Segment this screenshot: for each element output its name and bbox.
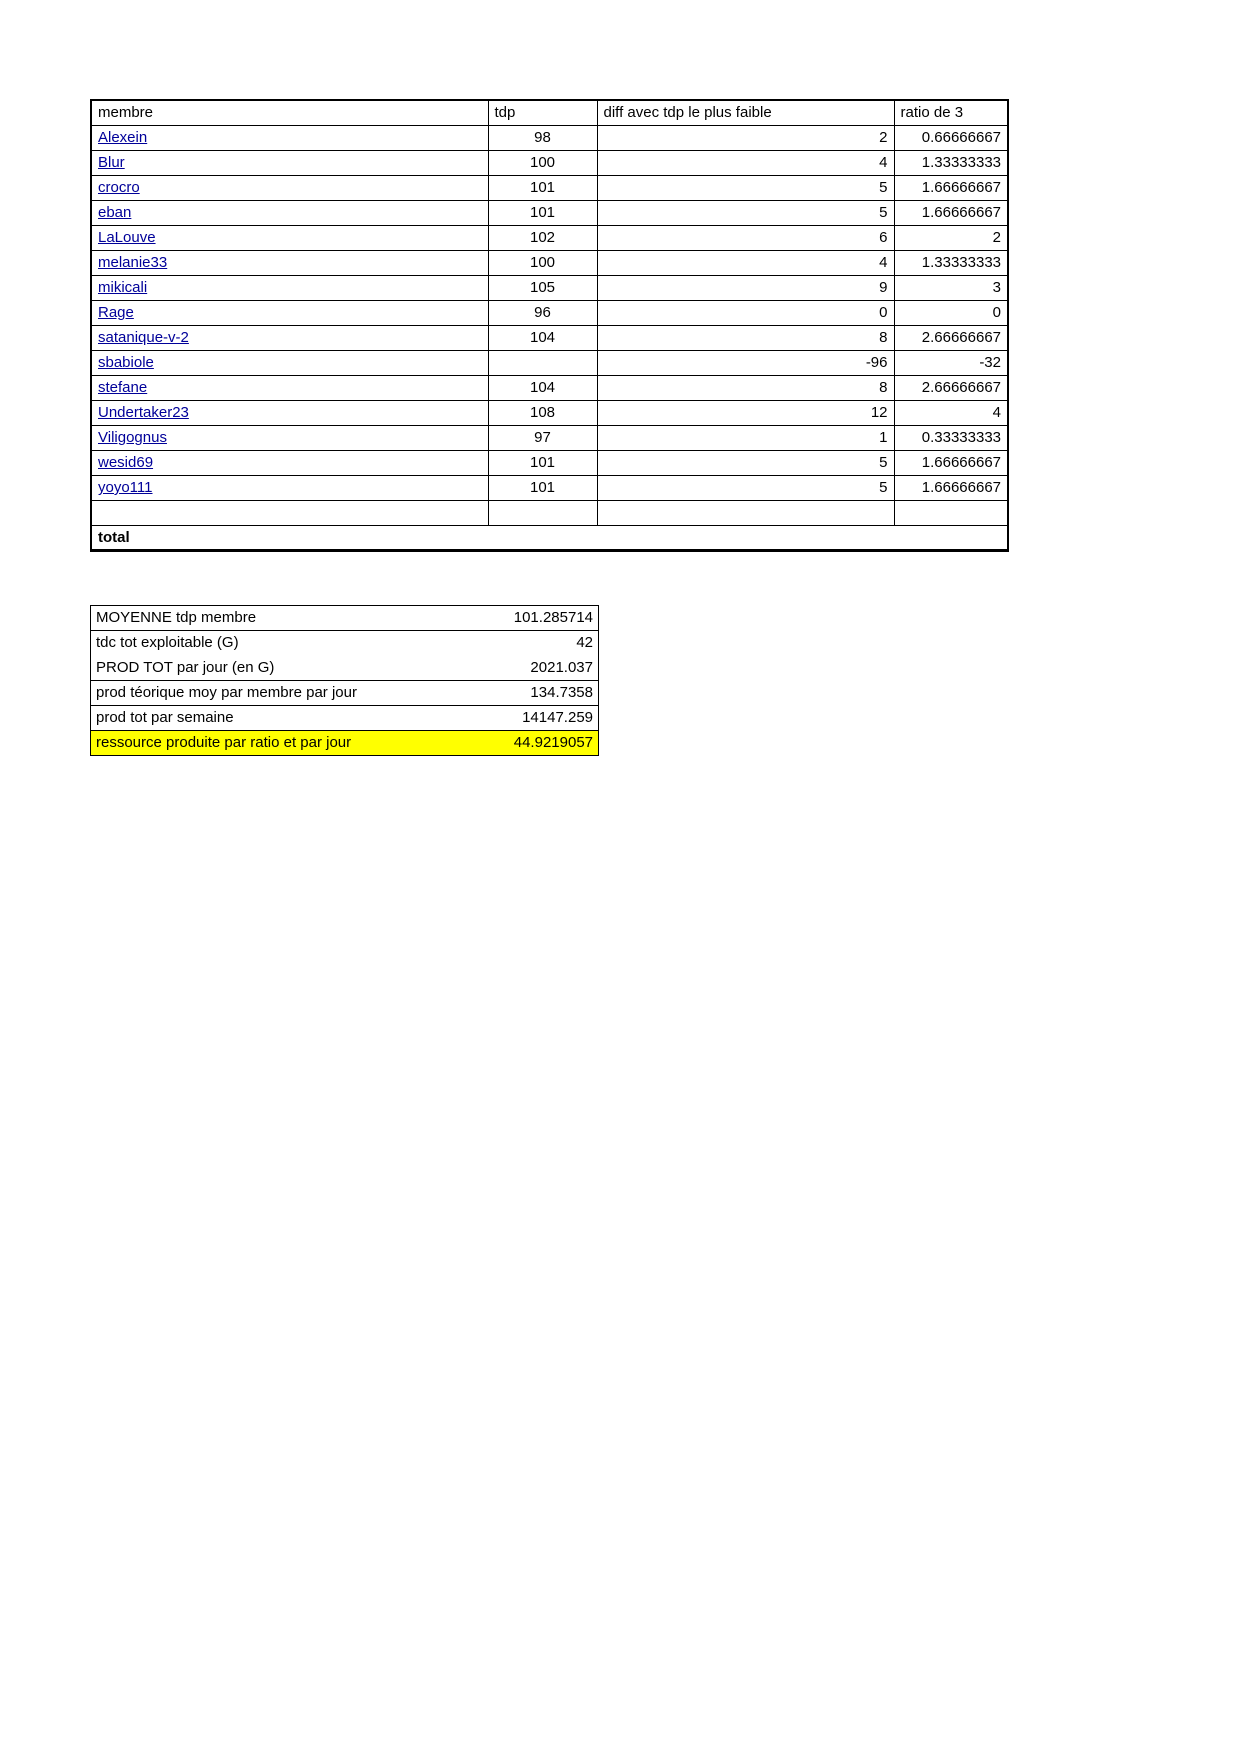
ratio-cell: 1.33333333 bbox=[894, 250, 1008, 275]
member-link[interactable]: LaLouve bbox=[98, 229, 156, 246]
summary-label: MOYENNE tdp membre bbox=[91, 605, 499, 630]
tdp-cell: 101 bbox=[488, 475, 597, 500]
summary-label: ressource produite par ratio et par jour bbox=[91, 730, 499, 755]
tdp-cell: 100 bbox=[488, 150, 597, 175]
tdp-cell: 101 bbox=[488, 200, 597, 225]
diff-cell: 9 bbox=[597, 275, 894, 300]
member-link[interactable]: Alexein bbox=[98, 129, 148, 146]
spreadsheet-page bbox=[90, 99, 1009, 756]
member-cell bbox=[91, 300, 488, 325]
header-ratio: ratio de 3 bbox=[894, 100, 1008, 125]
table-row bbox=[91, 300, 1008, 325]
tdp-cell: 108 bbox=[488, 400, 597, 425]
summary-value: 134.7358 bbox=[499, 680, 599, 705]
tdp-cell: 104 bbox=[488, 375, 597, 400]
summary-row bbox=[91, 680, 599, 705]
tdp-cell: 98 bbox=[488, 125, 597, 150]
table-row bbox=[91, 175, 1008, 200]
member-link[interactable]: yoyo111 bbox=[98, 479, 153, 496]
member-cell bbox=[91, 375, 488, 400]
table-row bbox=[91, 150, 1008, 175]
ratio-cell: 1.66666667 bbox=[894, 475, 1008, 500]
table-row bbox=[91, 425, 1008, 450]
table-row bbox=[91, 250, 1008, 275]
member-cell bbox=[91, 125, 488, 150]
member-cell bbox=[91, 400, 488, 425]
diff-cell: 4 bbox=[597, 250, 894, 275]
member-cell bbox=[91, 275, 488, 300]
member-link[interactable]: Blur bbox=[98, 154, 125, 171]
diff-cell: 4 bbox=[597, 150, 894, 175]
members-tbody bbox=[91, 125, 1008, 500]
table-row bbox=[91, 125, 1008, 150]
member-cell bbox=[91, 150, 488, 175]
empty-cell bbox=[597, 500, 894, 525]
diff-cell: 5 bbox=[597, 475, 894, 500]
ratio-cell: 4 bbox=[894, 400, 1008, 425]
header-diff: diff avec tdp le plus faible bbox=[597, 100, 894, 125]
member-link[interactable]: melanie33 bbox=[98, 254, 168, 271]
empty-row bbox=[91, 500, 1008, 525]
table-row bbox=[91, 350, 1008, 375]
summary-label: prod tot par semaine bbox=[91, 705, 499, 730]
table-row bbox=[91, 275, 1008, 300]
member-cell bbox=[91, 350, 488, 375]
tdp-cell: 97 bbox=[488, 425, 597, 450]
member-link[interactable]: eban bbox=[98, 204, 132, 221]
table-row bbox=[91, 400, 1008, 425]
member-link[interactable]: Rage bbox=[98, 304, 134, 321]
members-table bbox=[90, 99, 1009, 552]
summary-row bbox=[91, 705, 599, 730]
tdp-cell: 100 bbox=[488, 250, 597, 275]
ratio-cell: 1.66666667 bbox=[894, 175, 1008, 200]
diff-cell: 0 bbox=[597, 300, 894, 325]
summary-row bbox=[91, 655, 599, 680]
summary-value: 42 bbox=[576, 634, 593, 652]
header-membre: membre bbox=[91, 100, 488, 125]
table-row bbox=[91, 450, 1008, 475]
empty-cell bbox=[91, 500, 488, 525]
ratio-cell: 2.66666667 bbox=[894, 325, 1008, 350]
member-link[interactable]: stefane bbox=[98, 379, 148, 396]
total-label: total bbox=[91, 525, 1008, 550]
member-link[interactable]: sbabiole bbox=[98, 354, 154, 371]
diff-cell: 8 bbox=[597, 375, 894, 400]
summary-value: 44.9219057 bbox=[499, 730, 599, 755]
diff-cell: 5 bbox=[597, 450, 894, 475]
summary-label: prod téorique moy par membre par jour bbox=[91, 680, 499, 705]
member-cell bbox=[91, 475, 488, 500]
ratio-cell: 0.66666667 bbox=[894, 125, 1008, 150]
empty-cell bbox=[488, 500, 597, 525]
table-row bbox=[91, 200, 1008, 225]
member-cell bbox=[91, 225, 488, 250]
diff-cell: -96 bbox=[597, 350, 894, 375]
member-cell bbox=[91, 450, 488, 475]
ratio-cell: 2 bbox=[894, 225, 1008, 250]
table-row bbox=[91, 375, 1008, 400]
tdp-cell: 105 bbox=[488, 275, 597, 300]
member-cell bbox=[91, 325, 488, 350]
summary-value: 14147.259 bbox=[499, 705, 599, 730]
member-cell bbox=[91, 250, 488, 275]
summary-label: tdc tot exploitable (G) bbox=[96, 634, 239, 652]
ratio-cell: 1.66666667 bbox=[894, 450, 1008, 475]
diff-cell: 2 bbox=[597, 125, 894, 150]
diff-cell: 6 bbox=[597, 225, 894, 250]
table-row bbox=[91, 325, 1008, 350]
header-row bbox=[91, 100, 1008, 125]
diff-cell: 1 bbox=[597, 425, 894, 450]
table-row bbox=[91, 225, 1008, 250]
diff-cell: 8 bbox=[597, 325, 894, 350]
ratio-cell: 2.66666667 bbox=[894, 375, 1008, 400]
table-row bbox=[91, 475, 1008, 500]
member-cell bbox=[91, 200, 488, 225]
diff-cell: 12 bbox=[597, 400, 894, 425]
diff-cell: 5 bbox=[597, 175, 894, 200]
member-link[interactable]: Viligognus bbox=[98, 429, 167, 446]
ratio-cell: 0 bbox=[894, 300, 1008, 325]
member-link[interactable]: Undertaker23 bbox=[98, 404, 189, 421]
summary-label: PROD TOT par jour (en G) bbox=[91, 655, 499, 680]
member-cell bbox=[91, 175, 488, 200]
ratio-cell: 3 bbox=[894, 275, 1008, 300]
summary-value: 2021.037 bbox=[499, 655, 599, 680]
ratio-cell: 1.66666667 bbox=[894, 200, 1008, 225]
member-cell bbox=[91, 425, 488, 450]
total-row bbox=[91, 525, 1008, 550]
tdp-cell: 102 bbox=[488, 225, 597, 250]
summary-table bbox=[90, 605, 599, 756]
summary-tbody bbox=[91, 605, 599, 755]
member-link[interactable]: mikicali bbox=[98, 279, 148, 296]
header-tdp: tdp bbox=[488, 100, 597, 125]
tdp-cell: 96 bbox=[488, 300, 597, 325]
ratio-cell: 1.33333333 bbox=[894, 150, 1008, 175]
summary-value: 101.285714 bbox=[499, 605, 599, 630]
member-link[interactable]: crocro bbox=[98, 179, 140, 196]
member-link[interactable]: satanique-v-2 bbox=[98, 329, 189, 346]
empty-cell bbox=[894, 500, 1008, 525]
tdp-cell bbox=[488, 350, 597, 375]
tdp-cell: 101 bbox=[488, 175, 597, 200]
member-link[interactable]: wesid69 bbox=[98, 454, 154, 471]
ratio-cell: -32 bbox=[894, 350, 1008, 375]
summary-row bbox=[91, 730, 599, 755]
summary-row bbox=[91, 605, 599, 630]
diff-cell: 5 bbox=[597, 200, 894, 225]
ratio-cell: 0.33333333 bbox=[894, 425, 1008, 450]
tdp-cell: 104 bbox=[488, 325, 597, 350]
summary-row bbox=[91, 630, 599, 655]
tdp-cell: 101 bbox=[488, 450, 597, 475]
